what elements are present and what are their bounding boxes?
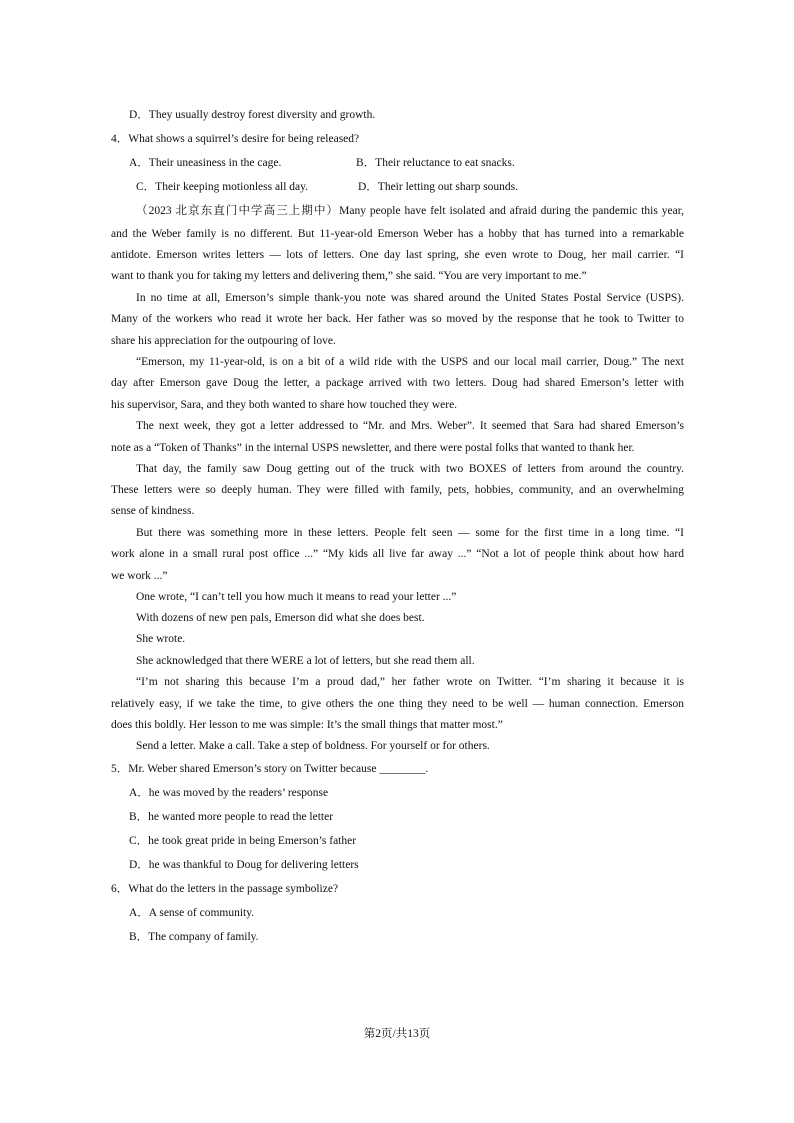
passage-line: One wrote, “I can’t tell you how much it means to read your letter ...”	[136, 591, 457, 603]
passage-line: work alone in a small rural post office ...” “My kids all live far away ...” “Not a lot of people think about how hard	[111, 548, 684, 560]
q4-stem: 4．What shows a squirrel’s desire for being released?	[111, 133, 360, 145]
q5-stem: 5．Mr. Weber shared Emerson’s story on Twitter because ________.	[111, 763, 429, 775]
passage-line: share his appreciation for the outpouring of love.	[111, 335, 336, 347]
page-footer: 第2页/共13页	[363, 1028, 431, 1040]
passage-line: note as a “Token of Thanks” in the internal USPS newsletter, and there were postal folks that wanted to thank her.	[111, 442, 635, 454]
q5-option-b: B．he wanted more people to read the letter	[129, 811, 334, 823]
passage-line: antidote. Emerson writes letters — lots of letters. One day last spring, she even wrote to Doug, her mail carrier. “I	[111, 249, 684, 261]
q6-stem: 6．What do the letters in the passage symbolize?	[111, 883, 339, 895]
q6-option-b: B．The company of family.	[129, 931, 259, 943]
passage-line: day after Emerson gave Doug the letter, a package arrived with two letters. Doug had shared Emerson’s letter with	[111, 377, 684, 389]
q5-option-c: C．he took great pride in being Emerson’s father	[129, 835, 357, 847]
passage-line: want to thank you for taking my letters and delivering them,” she said. “You are very important to me.”	[111, 270, 587, 282]
passage-line: does this boldly. Her lesson to me was simple: It’s the small things that matter most.”	[111, 719, 503, 731]
q3-option-d: D．They usually destroy forest diversity and growth.	[129, 109, 376, 121]
passage-line: Send a letter. Make a call. Take a step of boldness. For yourself or for others.	[136, 740, 490, 752]
passage-line: we work ...”	[111, 570, 168, 582]
q4-option-a: A．Their uneasiness in the cage.	[129, 157, 282, 169]
passage-line: With dozens of new pen pals, Emerson did what she does best.	[136, 612, 425, 624]
passage-line: That day, the family saw Doug getting out of the truck with two BOXES of letters from around the country.	[136, 463, 684, 475]
passage-line: （2023 北京东直门中学高三上期中）Many people have felt isolated and afraid during the pandemic this year,	[136, 205, 684, 217]
passage-line: relatively easy, if we take the time, to give others the one thing they need to be well — human connection. Emerson	[111, 698, 684, 710]
passage-line: The next week, they got a letter addressed to “Mr. and Mrs. Weber”. It seemed that Sara had shared Emerson’s	[136, 420, 684, 432]
q5-option-a: A．he was moved by the readers’ response	[129, 787, 329, 799]
q5-option-d: D．he was thankful to Doug for delivering letters	[129, 859, 359, 871]
passage-line: his supervisor, Sara, and they both wanted to share how touched they were.	[111, 399, 458, 411]
passage-line: “I’m not sharing this because I’m a proud dad,” her father wrote on Twitter. “I’m sharing it because it is	[136, 676, 684, 688]
passage-line: Many of the workers who read it wrote her back. Her father was so moved by the response that he took to Twitter to	[111, 313, 684, 325]
q4-option-b: B．Their reluctance to eat snacks.	[356, 157, 515, 169]
q6-option-a: A．A sense of community.	[129, 907, 255, 919]
q4-option-d: D．Their letting out sharp sounds.	[358, 181, 519, 193]
q4-option-c: C．Their keeping motionless all day.	[136, 181, 309, 193]
passage-line: But there was something more in these letters. People felt seen — some for the first time in a long time. “I	[136, 527, 684, 539]
passage-line: In no time at all, Emerson’s simple thank-you note was shared around the United States Postal Service (USPS).	[136, 292, 684, 304]
passage-line: These letters were so deeply human. They were filled with family, pets, hobbies, community, and an overwhelming	[111, 484, 684, 496]
passage-line: She wrote.	[136, 633, 186, 645]
passage-line: She acknowledged that there WERE a lot of letters, but she read them all.	[136, 655, 475, 667]
passage-line: and the Weber family is no different. But 11-year-old Emerson Weber has a hobby that has turned into a remarkable	[111, 228, 684, 240]
passage-line: sense of kindness.	[111, 505, 195, 517]
passage-line: “Emerson, my 11-year-old, is on a bit of a wild ride with the USPS and our local mail carrier, Doug.” The next	[136, 356, 684, 368]
